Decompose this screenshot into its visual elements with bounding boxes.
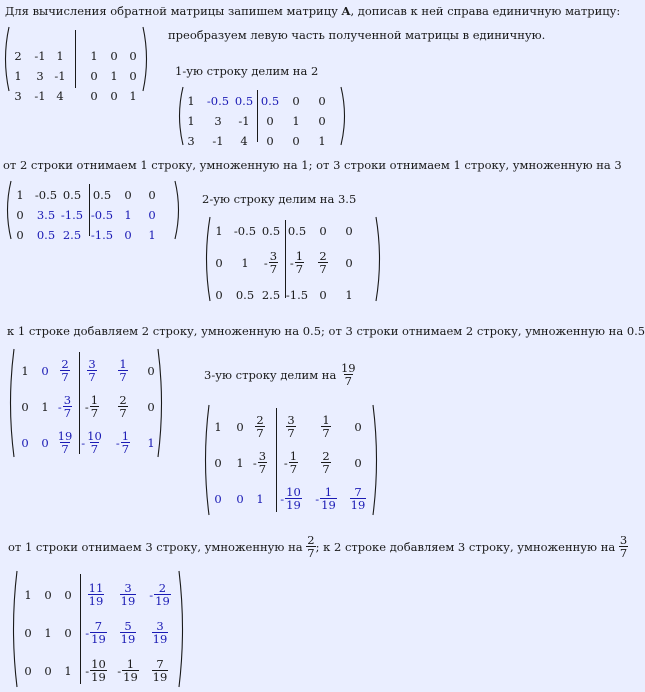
matrix-cell: 0 <box>236 492 244 506</box>
numerator: 1 <box>90 393 99 407</box>
matrix-cell: 1 <box>14 69 22 83</box>
denominator: 19 <box>152 670 168 684</box>
numerator: 3 <box>156 619 164 633</box>
numerator: 3 <box>287 413 295 427</box>
fraction <box>118 358 127 383</box>
denominator: 19 <box>286 498 301 512</box>
matrix-cell: 1 <box>129 89 137 103</box>
matrix-cell: 0 <box>318 114 326 128</box>
matrix-cell: 1 <box>41 400 49 414</box>
step6-fraction-1 <box>306 534 315 559</box>
numerator: 7 <box>94 619 103 633</box>
matrix-cell <box>140 658 180 683</box>
matrix-cell: 0 <box>214 456 222 470</box>
step5-num: 19 <box>340 361 356 375</box>
matrix-cell: 0.5 <box>62 188 82 202</box>
matrix-cell: 1 <box>187 94 195 108</box>
numerator: 2 <box>158 581 167 595</box>
matrix-cell: 1 <box>292 114 300 128</box>
denominator: 7 <box>88 370 96 384</box>
matrix-initial <box>2 26 150 103</box>
matrix-cell: 0 <box>319 224 327 238</box>
matrix-cell: 0.5 <box>92 188 112 202</box>
numerator: 1 <box>324 485 333 499</box>
fraction <box>122 658 139 683</box>
intro-text <box>5 4 620 18</box>
matrix-cell: -1.5 <box>90 228 114 242</box>
matrix-cell <box>140 582 180 607</box>
matrix-cell: 1 <box>318 134 326 148</box>
matrix-cell: 0 <box>24 664 32 678</box>
numerator: 10 <box>91 657 106 671</box>
matrix-cell: 1 <box>16 188 24 202</box>
matrix-cell: 0 <box>266 134 274 148</box>
matrix-cell: 1 <box>241 256 249 270</box>
numerator: 10 <box>87 429 102 443</box>
numerator: 1 <box>121 429 130 443</box>
matrix-cell: 0 <box>16 208 24 222</box>
numerator: 2 <box>61 357 69 371</box>
step5-fraction <box>340 362 357 387</box>
matrix-cell: 0 <box>266 114 274 128</box>
matrix-cell: 0 <box>215 288 223 302</box>
fraction <box>318 250 327 275</box>
transform-text: преобразуем левую часть полученной матрицы в единичную. <box>168 28 546 42</box>
matrix-cell: 0 <box>147 400 155 414</box>
matrix-cell: 1 <box>214 420 222 434</box>
denominator: 7 <box>322 462 330 476</box>
fraction <box>258 450 267 475</box>
minus-sign: - <box>280 491 285 506</box>
matrix-cell: 2 <box>14 49 22 63</box>
denominator: 7 <box>295 262 304 276</box>
step6-f2-num: 3 <box>619 533 628 547</box>
matrix-step6 <box>10 570 186 688</box>
step4-text: к 1 строке добавляем 2 строку, умноженную на 0.5; от 3 строки отнимаем 2 строку, умноженную на 0.5 <box>7 324 645 338</box>
step6-f2-den: 7 <box>619 546 628 560</box>
minus-sign: - <box>115 435 120 450</box>
matrix-step2 <box>4 180 182 240</box>
matrix-cell: 0 <box>64 626 72 640</box>
minus-sign: - <box>252 455 257 470</box>
fraction <box>90 658 107 683</box>
matrix-name-a: A <box>341 4 351 18</box>
fraction <box>86 430 103 455</box>
fraction <box>152 620 169 645</box>
minus-sign: - <box>149 587 154 602</box>
matrix-cell: 0.5 <box>36 228 56 242</box>
numerator: 11 <box>88 581 104 595</box>
matrix-cell: 0 <box>124 228 132 242</box>
matrix-cell: 0 <box>292 94 300 108</box>
matrix-cell: 1 <box>90 49 98 63</box>
matrix-cell: 2.5 <box>62 228 82 242</box>
step6-fraction-2 <box>619 534 628 559</box>
matrix-cell: 0 <box>148 188 156 202</box>
denominator: 7 <box>119 370 127 384</box>
matrix-cell: 1 <box>345 288 353 302</box>
matrix-cell: 3 <box>214 114 222 128</box>
matrix-cell: 1 <box>187 114 195 128</box>
matrix-cell <box>338 486 378 511</box>
denominator: 19 <box>120 632 136 646</box>
matrix-cell: -1 <box>34 49 46 63</box>
matrix-cell: 0 <box>64 588 72 602</box>
matrix-cell: 0 <box>44 664 52 678</box>
denominator: 7 <box>61 442 69 456</box>
numerator: 10 <box>286 485 301 499</box>
step6-text <box>8 534 628 559</box>
matrix-cell: 0 <box>44 588 52 602</box>
fraction <box>120 620 137 645</box>
matrix-cell: 0 <box>41 364 49 378</box>
step5-den: 7 <box>344 374 352 388</box>
numerator: 19 <box>57 429 73 443</box>
matrix-cell: 0 <box>148 208 156 222</box>
fraction <box>121 430 130 455</box>
denominator: 19 <box>88 594 104 608</box>
fraction <box>87 358 96 383</box>
matrix-cell: 0 <box>129 49 137 63</box>
matrix-cell: 0 <box>21 436 29 450</box>
numerator: 2 <box>322 449 330 463</box>
matrix-cell: -1 <box>34 89 46 103</box>
fraction <box>286 414 295 439</box>
minus-sign: - <box>84 399 89 414</box>
matrix-cell: 0 <box>292 134 300 148</box>
matrix-cell: -1 <box>212 134 224 148</box>
matrix-step5 <box>202 404 380 516</box>
matrix-cell: 0 <box>345 224 353 238</box>
matrix-cell: 0 <box>90 89 98 103</box>
matrix-cell: 0 <box>41 436 49 450</box>
matrix-cell <box>271 414 311 439</box>
numerator: 3 <box>269 249 278 263</box>
numerator: 3 <box>258 449 267 463</box>
matrix-cell: -1.5 <box>60 208 84 222</box>
fraction <box>57 430 74 455</box>
matrix-cell: 0 <box>345 256 353 270</box>
matrix-cell: 0.5 <box>235 288 255 302</box>
matrix-cell: 0 <box>90 69 98 83</box>
numerator: 3 <box>88 357 96 371</box>
fraction <box>90 394 99 419</box>
matrix-cell: 0 <box>318 94 326 108</box>
matrix-cell: 0 <box>215 256 223 270</box>
matrix-cell: 1 <box>21 364 29 378</box>
denominator: 19 <box>155 594 170 608</box>
matrix-cell: 0 <box>147 364 155 378</box>
matrix-cell: 1 <box>64 664 72 678</box>
fraction <box>60 358 69 383</box>
minus-sign: - <box>283 455 288 470</box>
matrix-cell: 0.5 <box>234 94 254 108</box>
matrix-cell: 0 <box>354 420 362 434</box>
fraction <box>154 582 171 607</box>
numerator: 1 <box>322 413 330 427</box>
denominator: 7 <box>256 426 264 440</box>
fraction <box>285 486 302 511</box>
matrix-cell: 0.5 <box>260 94 280 108</box>
denominator: 7 <box>119 406 127 420</box>
denominator: 7 <box>287 426 295 440</box>
matrix-cell <box>140 620 180 645</box>
denominator: 7 <box>121 442 130 456</box>
fraction <box>118 394 127 419</box>
step6-f1-num: 2 <box>307 533 315 547</box>
step6-part-a: от 1 строки отнимаем 3 строку, умноженную на <box>8 539 303 554</box>
matrix-cell: 1 <box>236 456 244 470</box>
matrix-cell: 1 <box>256 492 264 506</box>
numerator: 7 <box>354 485 362 499</box>
fraction <box>321 450 330 475</box>
numerator: 3 <box>63 393 72 407</box>
matrix-cell: 0 <box>129 69 137 83</box>
step2-text: от 2 строки отнимаем 1 строку, умноженную на 1; от 3 строки отнимаем 1 строку, умноженную на 3 <box>3 158 622 172</box>
denominator: 7 <box>61 370 69 384</box>
matrix-cell: 0 <box>354 456 362 470</box>
denominator: 19 <box>321 498 336 512</box>
matrix-cell: 1 <box>44 626 52 640</box>
step1-text: 1-ую строку делим на 2 <box>175 64 319 78</box>
matrix-cell: 0 <box>24 626 32 640</box>
minus-sign: - <box>85 663 90 678</box>
right-bracket <box>174 180 182 240</box>
intro-post: , дописав к ней справа единичную матрицу: <box>350 4 621 18</box>
step5-text <box>204 362 357 387</box>
denominator: 7 <box>269 262 278 276</box>
fraction <box>320 486 337 511</box>
matrix-cell: 1 <box>56 49 64 63</box>
fraction <box>63 394 72 419</box>
minus-sign: - <box>315 491 320 506</box>
numerator: 1 <box>295 249 304 263</box>
numerator: 2 <box>319 249 327 263</box>
numerator: 2 <box>119 393 127 407</box>
matrix-cell: 0 <box>236 420 244 434</box>
minus-sign: - <box>263 255 268 270</box>
matrix-cell: 3 <box>187 134 195 148</box>
minus-sign: - <box>85 625 90 640</box>
matrix-cell: 0 <box>110 89 118 103</box>
step5-pre: 3-ую строку делим на <box>204 367 337 382</box>
matrix-cell: 1 <box>147 436 155 450</box>
denominator: 19 <box>350 498 366 512</box>
numerator: 7 <box>156 657 164 671</box>
numerator: 1 <box>289 449 298 463</box>
denominator: 7 <box>258 462 267 476</box>
matrix-step1 <box>176 86 348 146</box>
numerator: 1 <box>119 357 127 371</box>
intro-pre: Для вычисления обратной матрицы запишем матрицу <box>5 4 342 18</box>
fraction <box>255 414 264 439</box>
fraction <box>321 414 330 439</box>
fraction <box>90 620 107 645</box>
fraction <box>120 582 137 607</box>
denominator: 19 <box>123 670 138 684</box>
matrix-cell: 0 <box>319 288 327 302</box>
numerator: 2 <box>256 413 264 427</box>
matrix-cell: 0 <box>214 492 222 506</box>
matrix-cell: -0.5 <box>233 224 257 238</box>
matrix-cell: 0 <box>110 49 118 63</box>
minus-sign: - <box>289 255 294 270</box>
matrix-cell: -0.5 <box>206 94 230 108</box>
matrix-cell: 0 <box>124 188 132 202</box>
matrix-cell <box>271 486 311 511</box>
matrix-cell: 1 <box>215 224 223 238</box>
matrix-step4 <box>7 348 165 458</box>
matrix-cell: 1 <box>148 228 156 242</box>
matrix-cell: 4 <box>56 89 64 103</box>
matrix-cell: -0.5 <box>34 188 58 202</box>
minus-sign: - <box>117 663 122 678</box>
minus-sign: - <box>57 399 62 414</box>
matrix-cell: 1 <box>124 208 132 222</box>
denominator: 7 <box>289 462 298 476</box>
matrix-cell: 0 <box>21 400 29 414</box>
matrix-cell: 0.5 <box>261 224 281 238</box>
matrix-cell: 0.5 <box>287 224 307 238</box>
denominator: 19 <box>120 594 136 608</box>
matrix-cell: -1 <box>238 114 250 128</box>
denominator: 7 <box>90 442 99 456</box>
matrix-cell: 3.5 <box>36 208 56 222</box>
step6-part-b: ; к 2 строке добавляем 3 строку, умноженную на <box>315 539 616 554</box>
step6-f1-den: 7 <box>307 546 315 560</box>
fraction <box>88 582 105 607</box>
matrix-cell: 1 <box>24 588 32 602</box>
matrix-cell: 0 <box>16 228 24 242</box>
matrix-cell: -0.5 <box>90 208 114 222</box>
matrix-cell: -1 <box>54 69 66 83</box>
denominator: 19 <box>152 632 168 646</box>
denominator: 7 <box>319 262 327 276</box>
matrix-cell: 2.5 <box>261 288 281 302</box>
numerator: 5 <box>124 619 132 633</box>
denominator: 19 <box>91 670 106 684</box>
fraction <box>350 486 367 511</box>
matrix-cell: 4 <box>240 134 248 148</box>
denominator: 7 <box>63 406 72 420</box>
matrix-cell <box>271 450 311 475</box>
fraction <box>152 658 169 683</box>
fraction <box>289 450 298 475</box>
denominator: 19 <box>91 632 106 646</box>
matrix-cell: 1 <box>110 69 118 83</box>
matrix-cell: 3 <box>36 69 44 83</box>
matrix-cell: 3 <box>14 89 22 103</box>
denominator: 7 <box>322 426 330 440</box>
numerator: 1 <box>126 657 135 671</box>
denominator: 7 <box>90 406 99 420</box>
matrix-step3 <box>203 216 383 302</box>
matrix-cell: -1.5 <box>285 288 309 302</box>
right-bracket <box>375 216 383 302</box>
minus-sign: - <box>81 435 86 450</box>
step3-text: 2-ую строку делим на 3.5 <box>202 192 357 206</box>
numerator: 3 <box>124 581 132 595</box>
